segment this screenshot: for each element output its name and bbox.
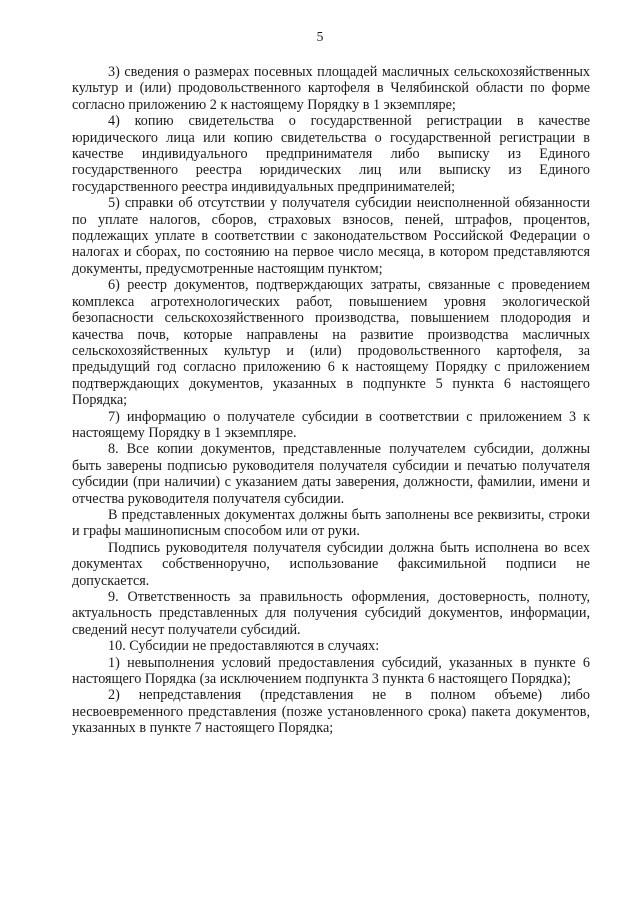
paragraph-item-4: 4) копию свидетельства о государственной регистрации в качестве юридического лица или копию свидетельства о государственной регистрации в качестве индивидуального предпринимателя либо выписку из Единого государственного реестра юридических лиц или выписку из Единого государственного реестра индивидуальных предпринимателей;	[72, 113, 590, 195]
paragraph-case-2: 2) непредставления (представления не в полном объеме) либо несвоевременного представления (позже установленного срока) пакета документов, указанных в пункте 7 настоящего Порядка;	[72, 687, 590, 737]
paragraph-item-3: 3) сведения о размерах посевных площадей масличных сельскохозяйственных культур и (или) продовольственного картофеля в Челябинской области по форме согласно приложению 2 к настоящему Порядку в 1 экземпляре;	[72, 64, 590, 113]
paragraph-clause-8: 8. Все копии документов, представленные получателем субсидии, должны быть заверены подписью руководителя получателя субсидии и печатью получателя субсидии (при наличии) с указанием даты заверения, должности, фамилии, имени и отчества руководителя получателя субсидии.	[72, 441, 590, 507]
document-body	[72, 64, 590, 737]
paragraph-item-7: 7) информацию о получателе субсидии в соответствии с приложением 3 к настоящему Порядку в 1 экземпляре.	[72, 408, 590, 441]
paragraph-item-5: 5) справки об отсутствии у получателя субсидии неисполненной обязанности по уплате налогов, сборов, страховых взносов, пеней, штрафов, процентов, подлежащих уплате в соответствии с законодательством Российской Федерации о налогах и сборах, по состоянию на первое число месяца, в котором представляются документы, предусмотренные настоящим пунктом;	[72, 195, 590, 277]
paragraph-requisites: В представленных документах должны быть заполнены все реквизиты, строки и графы машинописным способом или от руки.	[72, 506, 590, 540]
paragraph-signature: Подпись руководителя получателя субсидии должна быть исполнена во всех документах собственноручно, использование факсимильной подписи не допускается.	[72, 539, 590, 589]
paragraph-case-1: 1) невыполнения условий предоставления субсидий, указанных в пункте 6 настоящего Порядка (за исключением подпункта 3 пункта 6 настоящего Порядка);	[72, 654, 590, 688]
paragraph-clause-10: 10. Субсидии не предоставляются в случаях:	[108, 638, 380, 655]
paragraph-clause-9: 9. Ответственность за правильность оформления, достоверность, полноту, актуальность представленных для получения субсидий документов, информации, сведений несут получатели субсидий.	[72, 589, 590, 638]
paragraph-item-6: 6) реестр документов, подтверждающих затраты, связанные с проведением комплекса агротехнологических работ, повышением уровня экологической безопасности сельскохозяйственного производства, повышением плодородия и качества почв, которые направлены на развитие производства масличных сельскохозяйственных культур и (или) продовольственного картофеля, за предыдущий год согласно приложению 6 к настоящему Порядку с приложением подтверждающих документов, указанных в подпункте 5 пункта 6 настоящего Порядка;	[72, 277, 590, 409]
page-number: 5	[316, 29, 324, 44]
